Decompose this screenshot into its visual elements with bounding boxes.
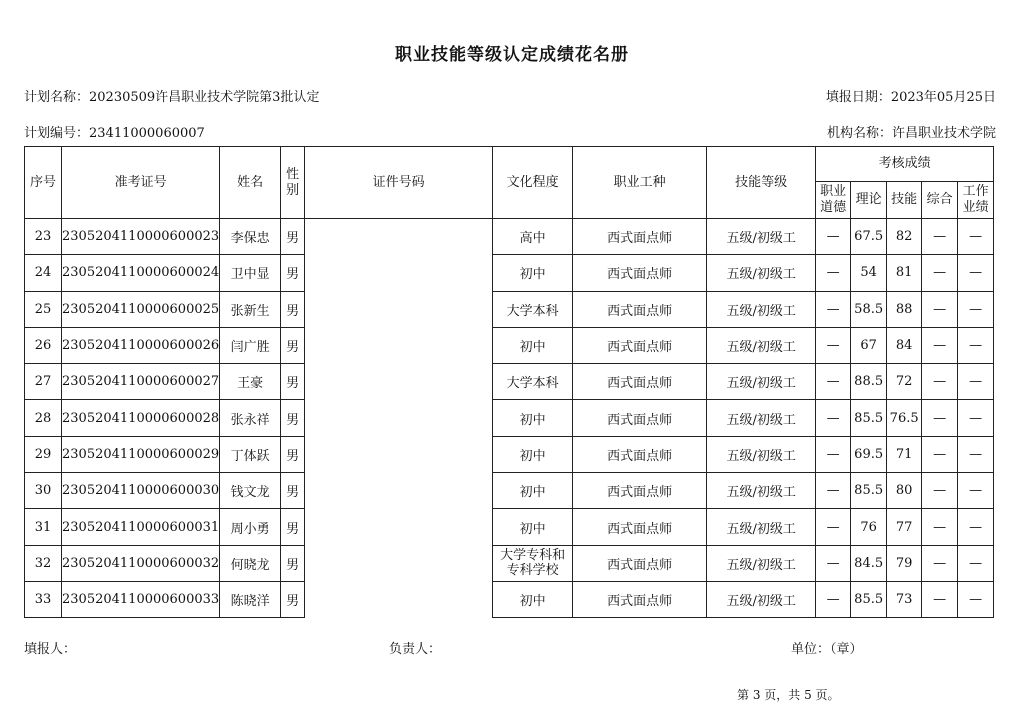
score-roster-table <box>24 146 994 618</box>
table-row <box>25 255 994 291</box>
table-row <box>25 436 994 472</box>
cell-theory: 85.5 <box>851 473 887 509</box>
cell-education: 初中 <box>493 473 573 509</box>
cell-occupation: 西式面点师 <box>573 219 707 255</box>
cell-gender: 男 <box>281 581 305 617</box>
table-row <box>25 509 994 545</box>
cell-skill: 82 <box>887 219 922 255</box>
cell-occupation: 西式面点师 <box>573 400 707 436</box>
cell-id-no <box>305 436 493 472</box>
table-row <box>25 327 994 363</box>
cell-exam-no: 2305204110000600031 <box>62 509 220 545</box>
table-row <box>25 581 994 617</box>
cell-level: 五级/初级工 <box>707 509 816 545</box>
cell-exam-no: 2305204110000600032 <box>62 545 220 581</box>
cell-level: 五级/初级工 <box>707 545 816 581</box>
header-education: 文化程度 <box>493 147 573 219</box>
header-name: 姓名 <box>220 147 281 219</box>
cell-occupation: 西式面点师 <box>573 581 707 617</box>
cell-theory: 85.5 <box>851 581 887 617</box>
cell-overall: — <box>922 327 958 363</box>
cell-work: — <box>958 545 994 581</box>
cell-skill: 88 <box>887 291 922 327</box>
cell-ethics: — <box>816 291 851 327</box>
cell-name: 张永祥 <box>220 400 281 436</box>
cell-id-no <box>305 364 493 400</box>
cell-occupation: 西式面点师 <box>573 436 707 472</box>
cell-theory: 58.5 <box>851 291 887 327</box>
cell-skill: 84 <box>887 327 922 363</box>
report-date: 填报日期：2023年05月25日 <box>825 90 996 105</box>
cell-skill: 73 <box>887 581 922 617</box>
cell-exam-no: 2305204110000600027 <box>62 364 220 400</box>
organization-name: 机构名称：许昌职业技术学院 <box>826 126 996 141</box>
cell-theory: 85.5 <box>851 400 887 436</box>
cell-seq: 26 <box>25 327 62 363</box>
cell-occupation: 西式面点师 <box>573 545 707 581</box>
cell-overall: — <box>922 364 958 400</box>
cell-education: 初中 <box>493 509 573 545</box>
header-ethics: 职业道德 <box>816 182 851 219</box>
cell-exam-no: 2305204110000600024 <box>62 255 220 291</box>
plan-number: 计划编号：23411000060007 <box>24 126 205 141</box>
cell-theory: 76 <box>851 509 887 545</box>
cell-seq: 31 <box>25 509 62 545</box>
cell-ethics: — <box>816 364 851 400</box>
cell-occupation: 西式面点师 <box>573 364 707 400</box>
cell-work: — <box>958 327 994 363</box>
table-row <box>25 364 994 400</box>
cell-work: — <box>958 364 994 400</box>
cell-skill: 72 <box>887 364 922 400</box>
cell-ethics: — <box>816 473 851 509</box>
cell-education: 初中 <box>493 255 573 291</box>
table-row <box>25 219 994 255</box>
cell-name: 何晓龙 <box>220 545 281 581</box>
cell-id-no <box>305 400 493 436</box>
cell-seq: 32 <box>25 545 62 581</box>
cell-skill: 80 <box>887 473 922 509</box>
cell-name: 张新生 <box>220 291 281 327</box>
header-theory: 理论 <box>851 182 887 219</box>
cell-id-no <box>305 545 493 581</box>
cell-skill: 77 <box>887 509 922 545</box>
cell-occupation: 西式面点师 <box>573 327 707 363</box>
cell-name: 陈晓洋 <box>220 581 281 617</box>
cell-education: 初中 <box>493 436 573 472</box>
cell-education: 初中 <box>493 327 573 363</box>
cell-id-no <box>305 255 493 291</box>
table-row <box>25 400 994 436</box>
cell-overall: — <box>922 545 958 581</box>
cell-overall: — <box>922 291 958 327</box>
cell-education: 高中 <box>493 219 573 255</box>
cell-level: 五级/初级工 <box>707 255 816 291</box>
cell-seq: 25 <box>25 291 62 327</box>
cell-gender: 男 <box>281 219 305 255</box>
cell-seq: 27 <box>25 364 62 400</box>
cell-overall: — <box>922 473 958 509</box>
responsible-label: 负责人： <box>389 642 442 657</box>
header-scores: 考核成绩 <box>816 147 994 182</box>
cell-exam-no: 2305204110000600030 <box>62 473 220 509</box>
cell-ethics: — <box>816 509 851 545</box>
cell-level: 五级/初级工 <box>707 364 816 400</box>
cell-id-no <box>305 327 493 363</box>
cell-gender: 男 <box>281 364 305 400</box>
cell-seq: 30 <box>25 473 62 509</box>
header-id-no: 证件号码 <box>305 147 493 219</box>
cell-overall: — <box>922 400 958 436</box>
cell-level: 五级/初级工 <box>707 581 816 617</box>
header-overall: 综合 <box>922 182 958 219</box>
cell-seq: 28 <box>25 400 62 436</box>
cell-work: — <box>958 473 994 509</box>
cell-skill: 79 <box>887 545 922 581</box>
cell-id-no <box>305 509 493 545</box>
cell-name: 李保忠 <box>220 219 281 255</box>
cell-skill: 81 <box>887 255 922 291</box>
cell-education: 大学本科 <box>493 291 573 327</box>
cell-seq: 24 <box>25 255 62 291</box>
cell-occupation: 西式面点师 <box>573 255 707 291</box>
cell-work: — <box>958 255 994 291</box>
cell-ethics: — <box>816 400 851 436</box>
cell-exam-no: 2305204110000600025 <box>62 291 220 327</box>
cell-ethics: — <box>816 219 851 255</box>
cell-ethics: — <box>816 255 851 291</box>
cell-occupation: 西式面点师 <box>573 509 707 545</box>
cell-work: — <box>958 436 994 472</box>
cell-gender: 男 <box>281 473 305 509</box>
header-occupation: 职业工种 <box>573 147 707 219</box>
cell-seq: 29 <box>25 436 62 472</box>
cell-exam-no: 2305204110000600023 <box>62 219 220 255</box>
cell-theory: 54 <box>851 255 887 291</box>
cell-level: 五级/初级工 <box>707 327 816 363</box>
cell-id-no <box>305 219 493 255</box>
cell-name: 卫中显 <box>220 255 281 291</box>
cell-work: — <box>958 219 994 255</box>
page-title: 职业技能等级认定成绩花名册 <box>395 45 629 65</box>
cell-theory: 67.5 <box>851 219 887 255</box>
cell-level: 五级/初级工 <box>707 473 816 509</box>
cell-education: 初中 <box>493 581 573 617</box>
cell-overall: — <box>922 581 958 617</box>
cell-overall: — <box>922 255 958 291</box>
cell-id-no <box>305 291 493 327</box>
cell-overall: — <box>922 219 958 255</box>
plan-name: 计划名称：20230509许昌职业技术学院第3批认定 <box>24 90 320 105</box>
cell-work: — <box>958 291 994 327</box>
page-number: 第 3 页，共 5 页。 <box>737 688 840 702</box>
header-work: 工作业绩 <box>958 182 994 219</box>
cell-name: 丁体跃 <box>220 436 281 472</box>
cell-theory: 88.5 <box>851 364 887 400</box>
cell-education: 大学专科和专科学校 <box>493 545 573 581</box>
header-exam-no: 准考证号 <box>62 147 220 219</box>
cell-education: 初中 <box>493 400 573 436</box>
filler-label: 填报人： <box>24 642 77 657</box>
cell-gender: 男 <box>281 436 305 472</box>
cell-ethics: — <box>816 436 851 472</box>
cell-level: 五级/初级工 <box>707 219 816 255</box>
cell-work: — <box>958 581 994 617</box>
header-skill: 技能 <box>887 182 922 219</box>
cell-work: — <box>958 509 994 545</box>
cell-exam-no: 2305204110000600026 <box>62 327 220 363</box>
cell-ethics: — <box>816 545 851 581</box>
header-skill-level: 技能等级 <box>707 147 816 219</box>
cell-name: 钱文龙 <box>220 473 281 509</box>
cell-theory: 69.5 <box>851 436 887 472</box>
cell-skill: 76.5 <box>887 400 922 436</box>
cell-overall: — <box>922 509 958 545</box>
cell-ethics: — <box>816 327 851 363</box>
cell-exam-no: 2305204110000600029 <box>62 436 220 472</box>
header-seq: 序号 <box>25 147 62 219</box>
cell-name: 闫广胜 <box>220 327 281 363</box>
cell-level: 五级/初级工 <box>707 400 816 436</box>
table-row <box>25 473 994 509</box>
cell-exam-no: 2305204110000600028 <box>62 400 220 436</box>
cell-name: 王豪 <box>220 364 281 400</box>
cell-seq: 33 <box>25 581 62 617</box>
cell-gender: 男 <box>281 255 305 291</box>
cell-gender: 男 <box>281 545 305 581</box>
cell-occupation: 西式面点师 <box>573 473 707 509</box>
cell-theory: 67 <box>851 327 887 363</box>
cell-gender: 男 <box>281 509 305 545</box>
cell-education: 大学本科 <box>493 364 573 400</box>
cell-name: 周小勇 <box>220 509 281 545</box>
unit-seal-label: 单位：（章） <box>791 642 863 657</box>
cell-work: — <box>958 400 994 436</box>
cell-ethics: — <box>816 581 851 617</box>
cell-id-no <box>305 473 493 509</box>
cell-exam-no: 2305204110000600033 <box>62 581 220 617</box>
table-row <box>25 545 994 581</box>
cell-seq: 23 <box>25 219 62 255</box>
cell-occupation: 西式面点师 <box>573 291 707 327</box>
cell-gender: 男 <box>281 291 305 327</box>
cell-id-no <box>305 581 493 617</box>
cell-overall: — <box>922 436 958 472</box>
cell-gender: 男 <box>281 327 305 363</box>
cell-skill: 71 <box>887 436 922 472</box>
header-gender: 性别 <box>281 147 305 219</box>
table-row <box>25 291 994 327</box>
cell-level: 五级/初级工 <box>707 436 816 472</box>
cell-theory: 84.5 <box>851 545 887 581</box>
cell-gender: 男 <box>281 400 305 436</box>
cell-level: 五级/初级工 <box>707 291 816 327</box>
